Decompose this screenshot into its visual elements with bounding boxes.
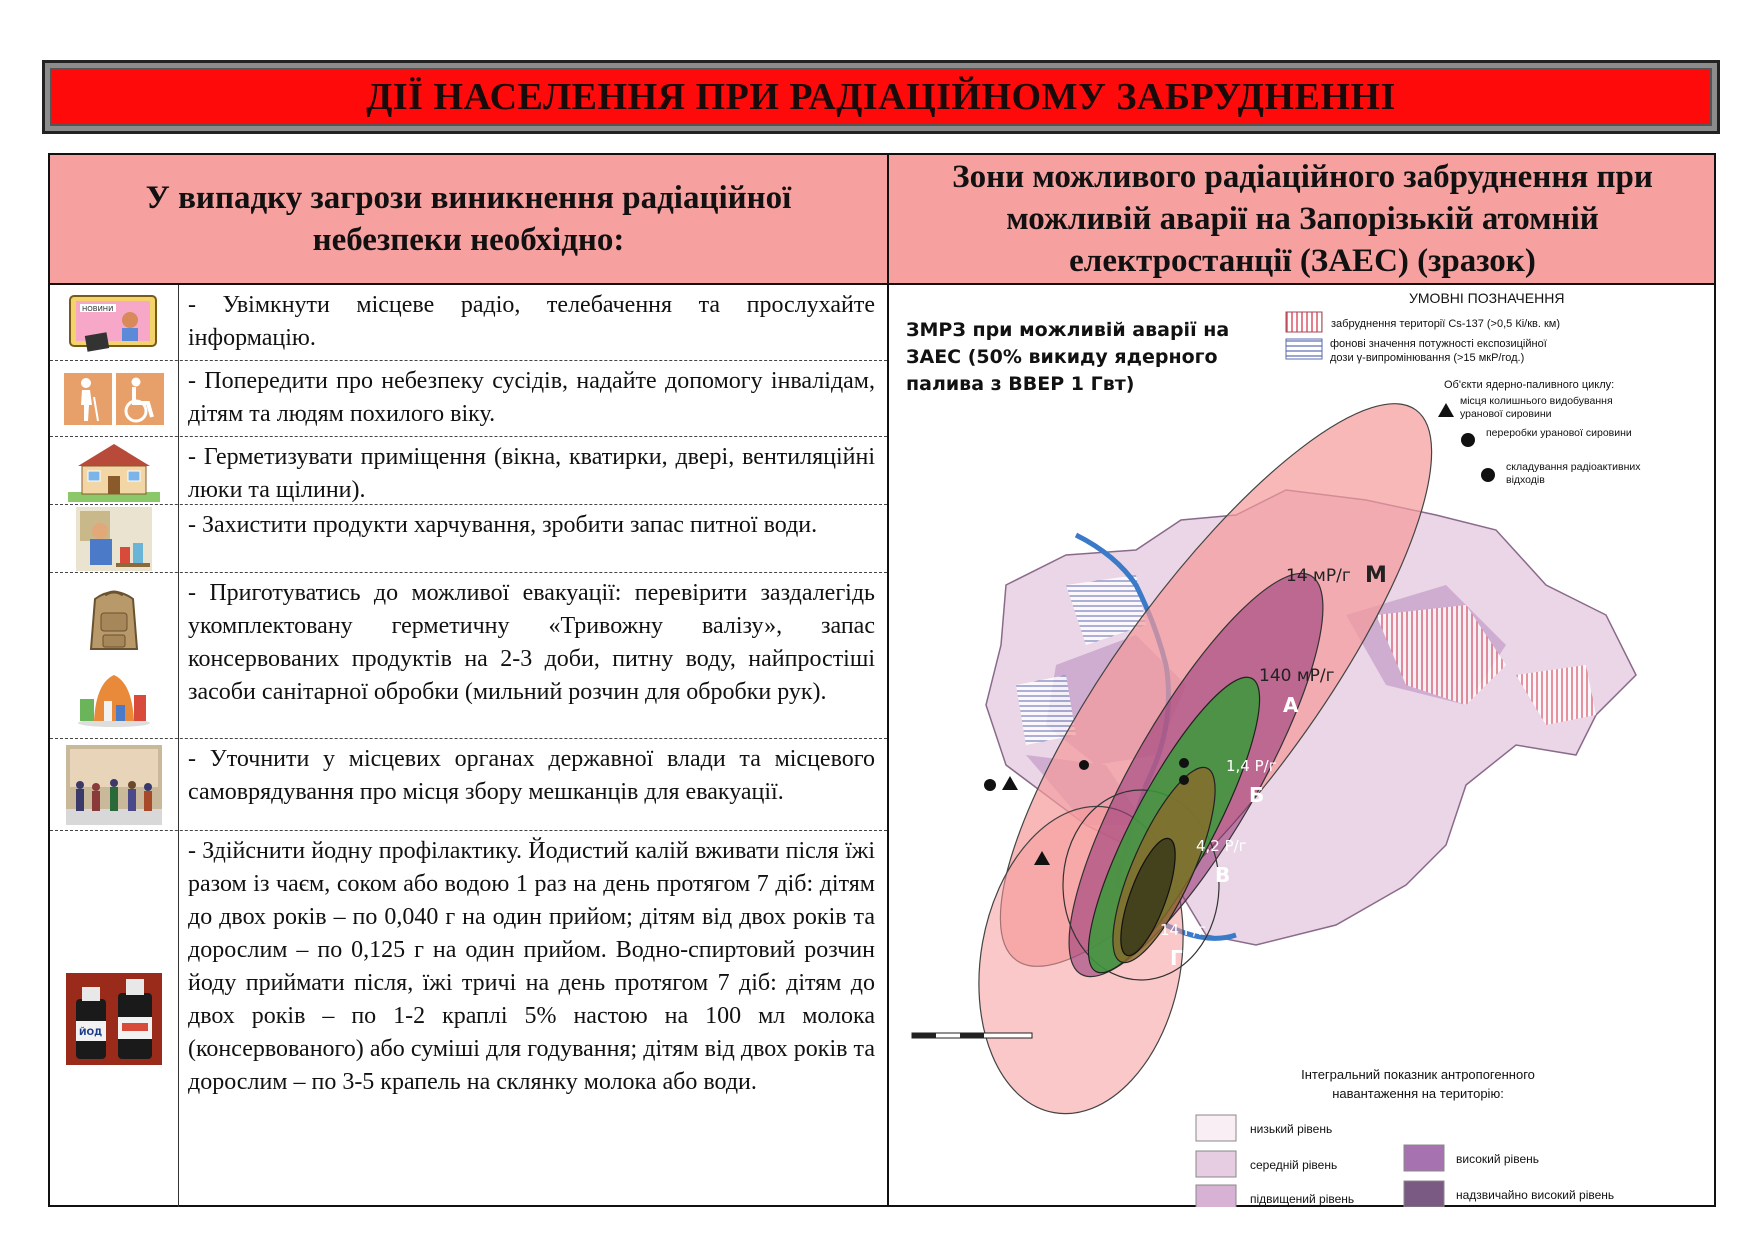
action-text: - Увімкнути місцеве радіо, телебачення та прослухайте інформацію. (188, 292, 875, 351)
zone-g-letter: Г (1170, 946, 1183, 970)
level-high-label: високий рівень (1456, 1152, 1540, 1166)
integral-title: Інтегральний показник антропогенного навантаження на територію: (1301, 1067, 1535, 1101)
food-storage-icon (76, 507, 152, 571)
header-row (50, 155, 1714, 285)
waste-storage-legend-marker (1481, 468, 1495, 482)
iodine-bottles-icon (66, 973, 162, 1065)
uranium-mining-legend-marker (1438, 403, 1454, 417)
level-low-swatch (1196, 1115, 1236, 1141)
tv-news-icon (66, 290, 162, 356)
legend-object-mining: місця колишнього видобування уранової сировини (1460, 395, 1613, 420)
action-row-iodine-prophylaxis (50, 831, 887, 1207)
zone-m-rate: 14 мР/г (1286, 566, 1351, 586)
zone-b-letter: Б (1249, 783, 1265, 807)
zone-v-rate: 4,2 Р/г (1196, 837, 1247, 855)
level-mid-swatch (1196, 1151, 1236, 1177)
radiation-marker (1079, 760, 1089, 770)
action-text: - Герметизувати приміщення (вікна, кватирки, двері, вентиляційні люки та щілини). (188, 444, 875, 503)
column-divider (887, 155, 889, 1205)
level-mid-label: середній рівень (1250, 1158, 1338, 1172)
cs137-legend-swatch (1286, 312, 1322, 332)
level-raised-swatch (1196, 1185, 1236, 1207)
level-low-label: низький рівень (1250, 1122, 1333, 1136)
radiation-marker (1179, 775, 1189, 785)
actions-list (50, 285, 887, 1207)
action-text: - Захистити продукти харчування, зробити запас питної води. (188, 512, 818, 538)
map-note: ЗМРЗ при можливій аварії на ЗАЕС (50% викиду ядерного палива з ВВЕР 1 Гвт) (906, 319, 1230, 395)
action-text: - Приготуватись до можливої евакуації: перевірити заздалегідь укомплектовану герметичну «Тривожну валізу», запас консервованих продуктів на 2-3 доби, питну воду, найпростіші засоби санітарної обробки (мильний розчин для обробки рук). (188, 580, 875, 705)
legend-object-waste: складування радіоактивних відходів (1506, 461, 1641, 486)
zone-a-rate: 140 мР/г (1259, 666, 1335, 686)
action-row-help-neighbors (50, 361, 887, 437)
title-banner (42, 60, 1720, 134)
legend-gamma: фонові значення потужності експозиційної дози γ-випромінювання (>15 мкР/год.) (1330, 338, 1547, 364)
integral-legend (1196, 1065, 1614, 1207)
action-row-radio-tv (50, 285, 887, 361)
level-raised-label: підвищений рівень (1250, 1192, 1355, 1206)
radiation-marker (984, 779, 996, 791)
right-column-header: Зони можливого радіаційного забруднення при можливій аварії на Запорізькій атомній електростанції (ЗАЕС) (зразок) (952, 159, 1653, 279)
action-row-seal-premises (50, 437, 887, 505)
map-svg (906, 285, 1716, 1207)
action-row-protect-food (50, 505, 887, 573)
level-high-swatch (1404, 1145, 1444, 1171)
objects-title: Об'єкти ядерно-паливного циклу: (1444, 379, 1615, 391)
title-banner-inner (50, 68, 1712, 126)
contamination-map (906, 285, 1716, 1207)
legend-cs137: забруднення території Cs-137 (>0,5 Кі/кв. км) (1331, 318, 1561, 330)
tv-news-label: НОВИНИ (82, 304, 114, 313)
elderly-disabled-icon (62, 371, 166, 427)
evacuation-people-icon (66, 745, 162, 825)
house-icon (68, 440, 160, 502)
backpack-icon (79, 585, 149, 655)
emergency-supplies-icon (76, 665, 152, 727)
level-extreme-swatch (1404, 1181, 1444, 1207)
zone-b-rate: 1,4 Р/г (1226, 757, 1277, 775)
zone-v-letter: В (1215, 863, 1231, 887)
main-table (48, 153, 1716, 1207)
zone-m-letter: М (1365, 563, 1387, 588)
uranium-processing-legend-marker (1461, 433, 1475, 447)
zone-a-letter: А (1283, 693, 1299, 717)
left-column-header: У випадку загрози виникнення радіаційної небезпеки необхідно: (145, 180, 792, 258)
action-text: - Попередити про небезпеку сусідів, надайте допомогу інвалідам, дітям та людям похилого віку. (188, 368, 875, 427)
scale-bar (912, 1033, 1032, 1038)
action-text: - Здійснити йодну профілактику. Йодистий калій вживати після їжі разом із чаєм, соком або водою 1 раз на день протягом 7 діб: дітям до двох років – по 0,040 г на один прийом; дітям від двох років та дорослим – по 0,125 г на один прийом. Водно-спиртовий розчин йоду приймати після, їжі тричі на день протягом 7 діб: дітям до двох років – по 1-2 краплі 5% настою на 100 мл молока (консервованого) або суміші для годування; дітям від двох років та дорослим – по 3-5 крапель на склянку молока або води. (188, 838, 875, 1095)
action-text: - Уточнити у місцевих органах державної влади та місцевого самоврядування про місця збору мешканців для евакуації. (188, 746, 875, 805)
iodine-bottle-label: ЙОД (79, 1028, 103, 1038)
radiation-marker (1179, 758, 1189, 768)
page-title: ДІЇ НАСЕЛЕННЯ ПРИ РАДІАЦІЙНОМУ ЗАБРУДНЕННІ (366, 76, 1396, 118)
zone-g-rate: 14 Р/г (1160, 921, 1206, 939)
legend-title: УМОВНІ ПОЗНАЧЕННЯ (1409, 290, 1565, 306)
level-extreme-label: надзвичайно високий рівень (1456, 1188, 1615, 1202)
uranium-mining-marker (1002, 776, 1018, 790)
gamma-legend-swatch (1286, 339, 1322, 359)
legend-object-processing: переробки уранової сировини (1486, 427, 1632, 439)
action-row-evacuation-points (50, 739, 887, 831)
action-row-prepare-evacuation (50, 573, 887, 739)
